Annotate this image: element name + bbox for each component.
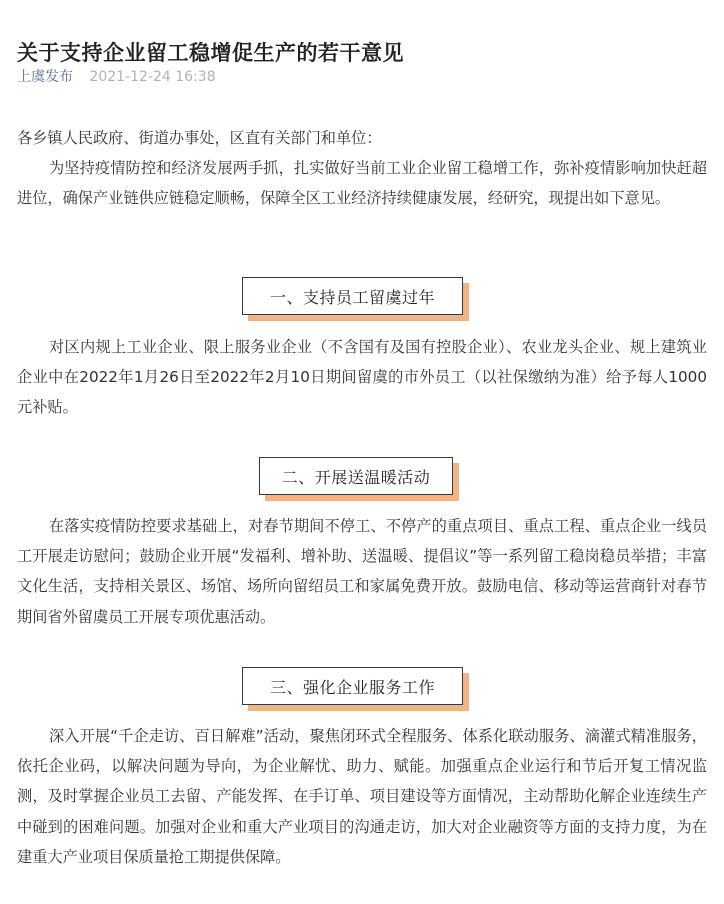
article-title: 关于支持企业留工稳增促生产的若干意见 bbox=[17, 41, 404, 66]
section-3-heading: 三、强化企业服务工作 bbox=[242, 667, 463, 705]
salutation-paragraph: 各乡镇人民政府、街道办事处，区直有关部门和单位： bbox=[17, 129, 382, 147]
section-3-paragraph: 深入开展“千企走访、百日解难”活动，聚焦闭环式全程服务、体系化联动服务、滴灌式精准服务，依托企业码，以解决问题为导向，为企业解忧、助力、赋能。加强重点企业运行和节后开复工情况监测，及时掌握企业员工去留、产能发挥、在手订单、项目建设等方面情况，主动帮助化解企业连续生产中碰到的困难问题。加强对企业和重大产业项目的沟通走访，加大对企业融资等方面的支持力度，为在建重大产业项目保质量抢工期提供保障。 bbox=[17, 727, 707, 866]
source-account-link[interactable]: 上虞发布 bbox=[17, 69, 73, 85]
section-1-paragraph: 对区内规上工业企业、限上服务业企业（不含国有及国有控股企业）、农业龙头企业、规上建筑业企业中在2022年1月26日至2022年2月10日期间留虞的市外员工（以社保缴纳为准）给予每人1000元补贴。 bbox=[17, 338, 707, 417]
intro-paragraph: 为坚持疫情防控和经济发展两手抓，扎实做好当前工业企业留工稳增工作，弥补疫情影响加快赶超进位，确保产业链供应链稳定顺畅，保障全区工业经济持续健康发展，经研究，现提出如下意见。 bbox=[17, 159, 707, 208]
article-meta bbox=[17, 66, 216, 88]
section-1-heading: 一、支持员工留虞过年 bbox=[242, 277, 463, 315]
section-2-paragraph: 在落实疫情防控要求基础上，对春节期间不停工、不停产的重点项目、重点工程、重点企业一线员工开展走访慰问；鼓励企业开展“发福利、增补助、送温暖、提倡议”等一系列留工稳岗稳员举措；丰富文化生活，支持相关景区、场馆、场所向留绍员工和家属免费开放。鼓励电信、移动等运营商针对春节期间省外留虞员工开展专项优惠活动。 bbox=[17, 517, 707, 626]
publish-date: 2021-12-24 16:38 bbox=[89, 69, 216, 85]
section-2-heading: 二、开展送温暖活动 bbox=[259, 457, 453, 495]
